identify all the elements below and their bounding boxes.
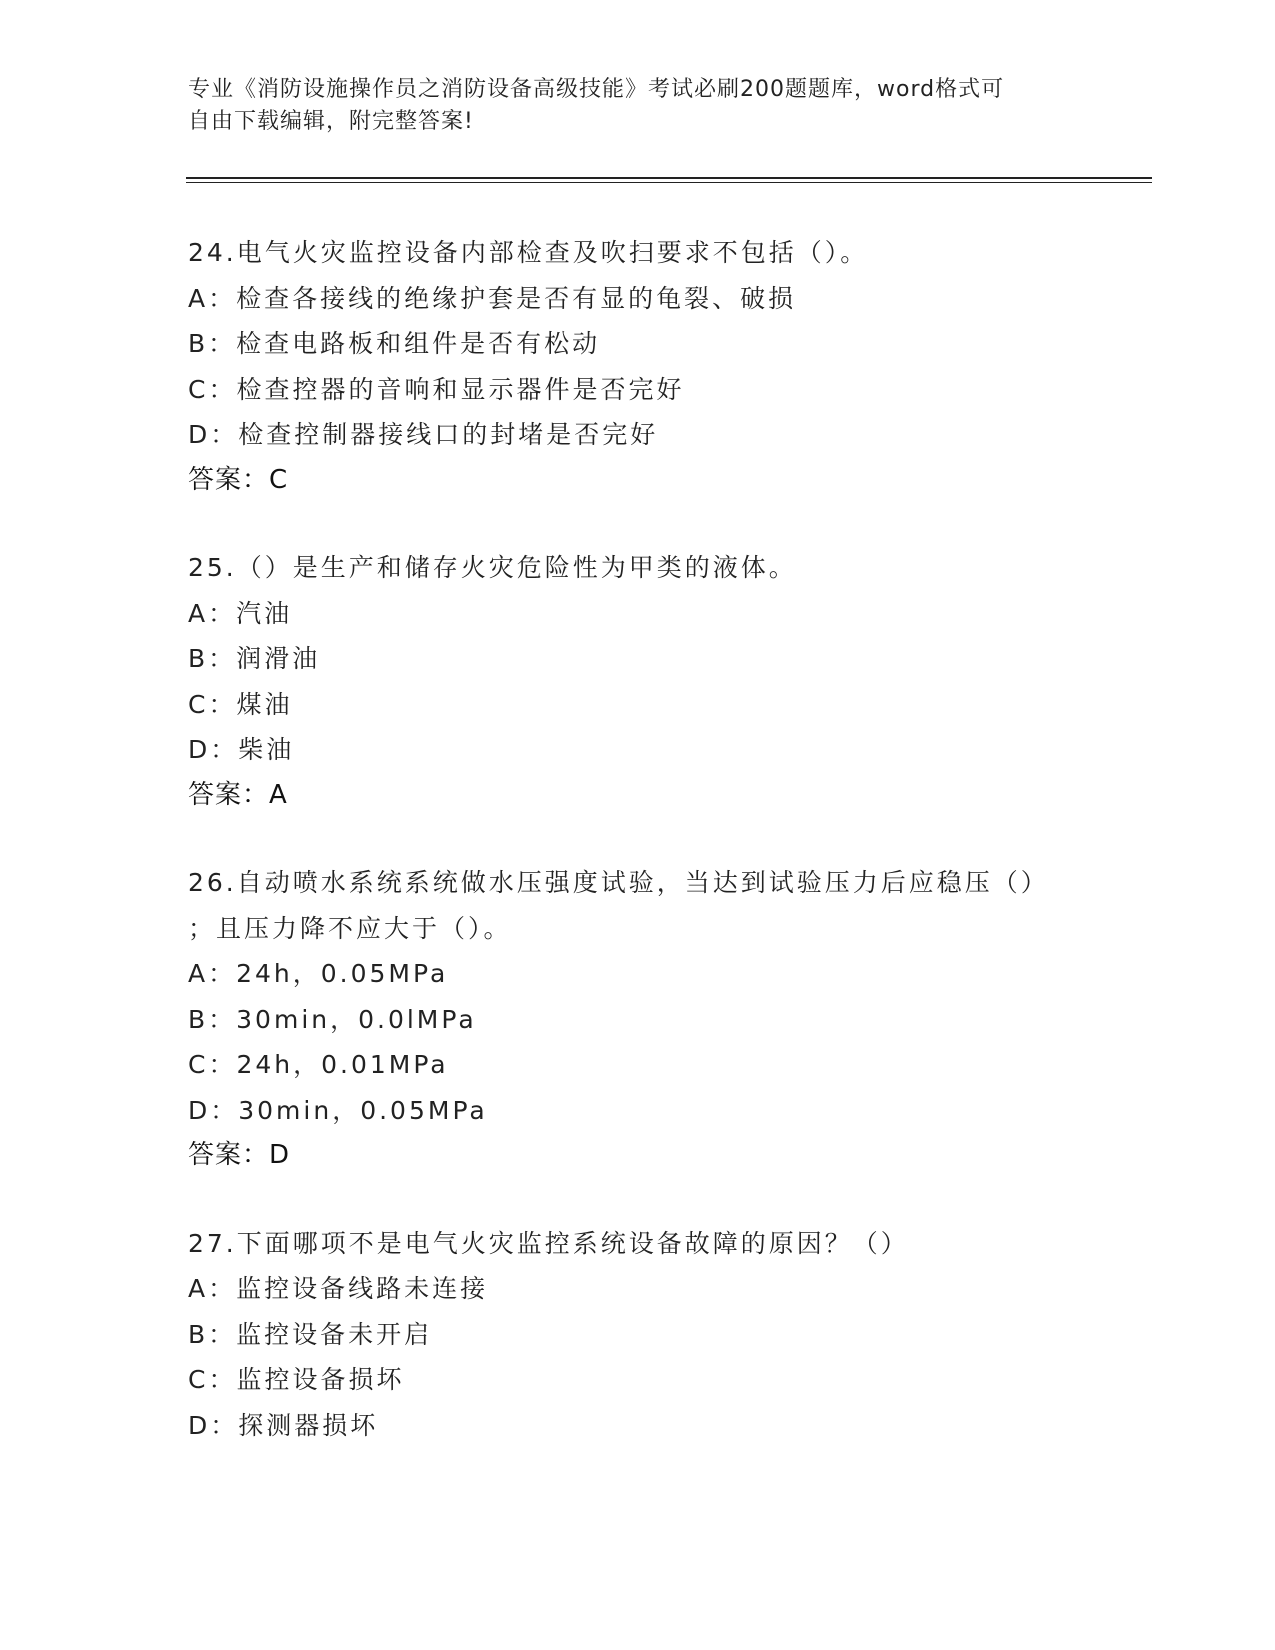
option-a: A：汽油 [188, 598, 293, 628]
option-c: C：24h，0.01MPa [188, 1050, 449, 1079]
option-c: C：检查控器的音响和显示器件是否完好 [188, 374, 685, 404]
question-stem: 25.（）是生产和储存火灾危险性为甲类的液体。 [188, 553, 797, 582]
option-a: A：检查各接线的绝缘护套是否有显的龟裂、破损 [188, 283, 797, 313]
option-a: A：24h，0.05MPa [188, 959, 449, 988]
question-stem-continued: ；且压力降不应大于（）。 [188, 913, 512, 943]
option-d: D：检查控制器接线口的封堵是否完好 [188, 420, 659, 449]
question-stem: 26.自动喷水系统系统做水压强度试验，当达到试验压力后应稳压（） [188, 868, 1049, 897]
option-b: B：30min，0.0lMPa [188, 1004, 477, 1034]
question-stem: 27.下面哪项不是电气火灾监控系统设备故障的原因？（） [188, 1228, 909, 1258]
option-c: C：煤油 [188, 689, 293, 719]
option-b: B：润滑油 [188, 644, 321, 673]
header-line-1: 专业《消防设施操作员之消防设备高级技能》考试必刷200题题库，word格式可 [188, 77, 1005, 102]
header-rule-top [186, 177, 1152, 179]
question-block [188, 230, 1188, 503]
question-stem: 24.电气火灾监控设备内部检查及吹扫要求不包括（）。 [188, 238, 869, 267]
option-d: D：30min，0.05MPa [188, 1095, 488, 1125]
option-b: B：监控设备未开启 [188, 1319, 433, 1349]
question-list [188, 230, 1188, 1490]
answer-line: 答案：A [188, 779, 288, 810]
question-block [188, 860, 1188, 1179]
header-rule-bottom [186, 182, 1152, 183]
answer-line: 答案：C [188, 464, 289, 495]
question-block [188, 545, 1188, 818]
header-line-2: 自由下载编辑，附完整答案! [188, 109, 474, 134]
option-a: A：监控设备线路未连接 [188, 1274, 489, 1303]
option-d: D：探测器损坏 [188, 1410, 379, 1440]
option-d: D：柴油 [188, 735, 295, 764]
question-block [188, 1221, 1188, 1449]
option-c: C：监控设备损坏 [188, 1365, 405, 1394]
option-b: B：检查电路板和组件是否有松动 [188, 329, 601, 358]
answer-line: 答案：D [188, 1140, 291, 1170]
document-header [188, 74, 1068, 138]
